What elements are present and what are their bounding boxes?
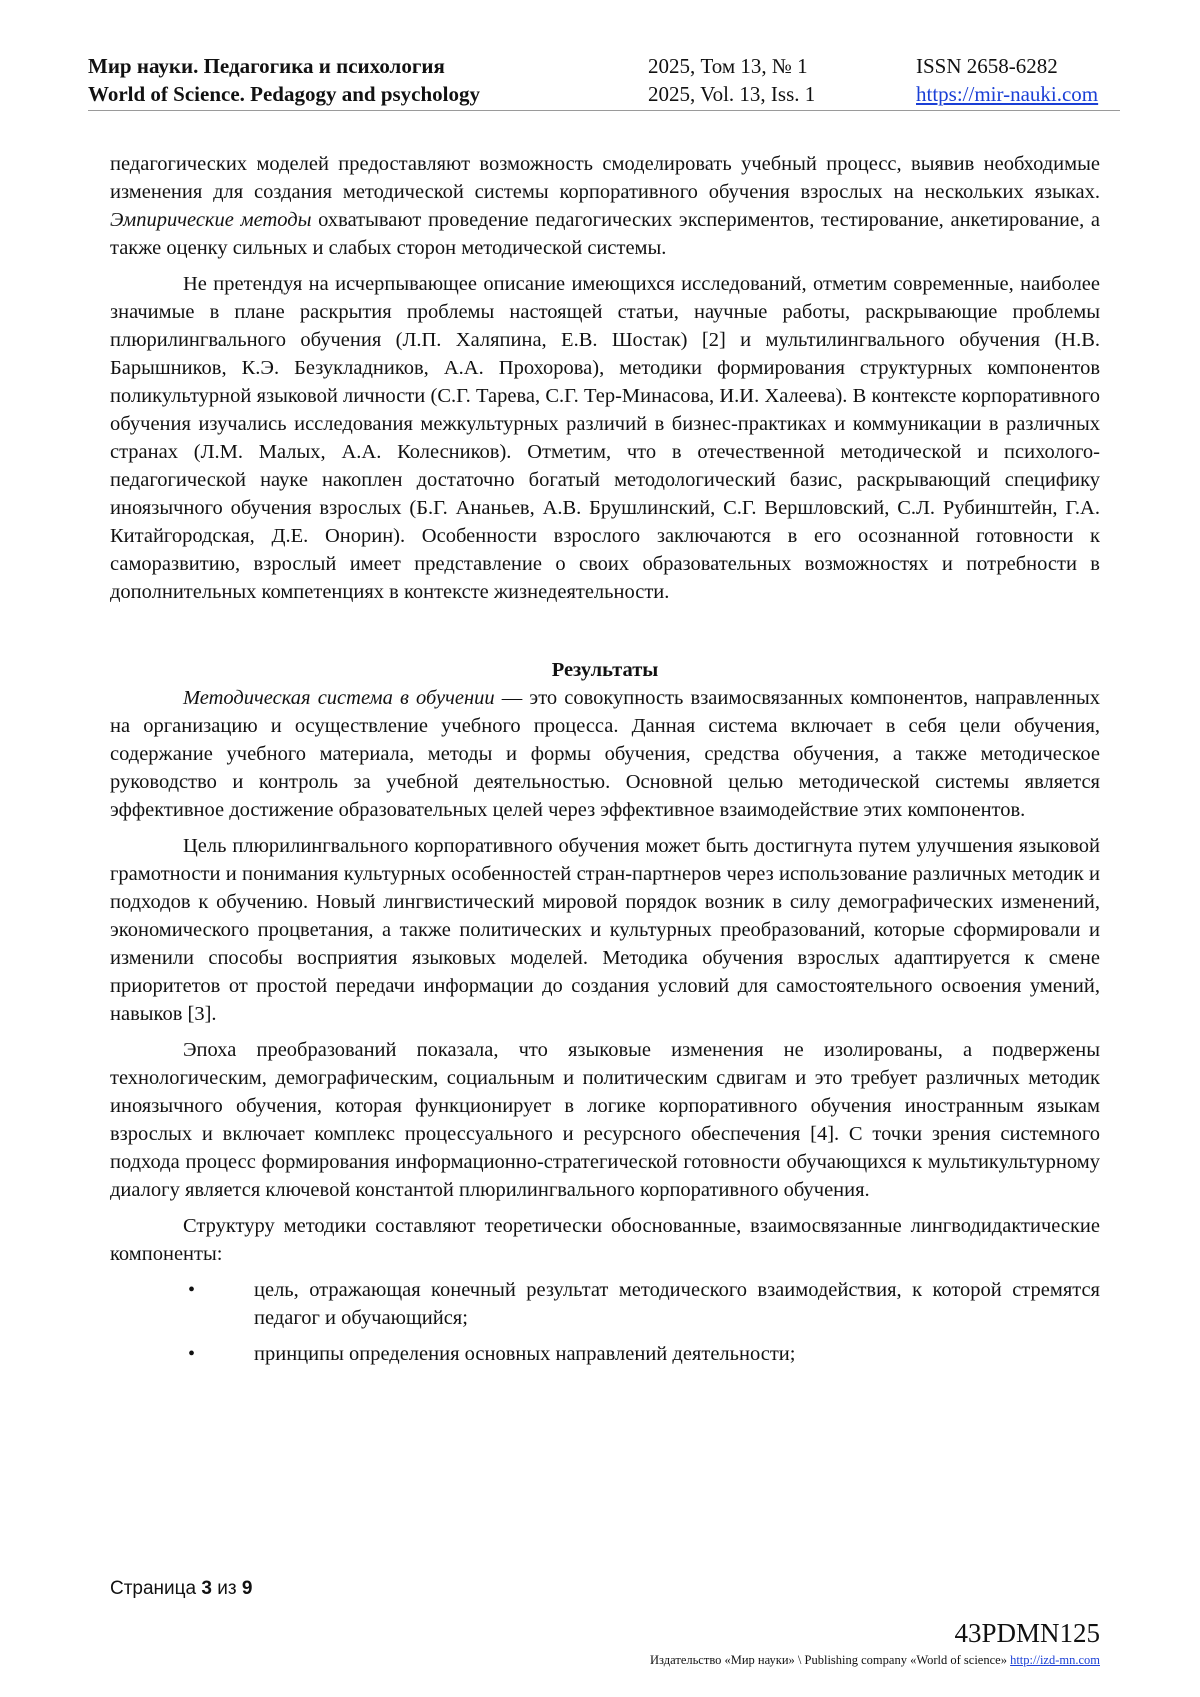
page-header (88, 52, 1120, 111)
issue-ru: 2025, Том 13, № 1 (648, 54, 808, 78)
article-code: 43PDMN125 (954, 1618, 1100, 1648)
paragraph-4: Цель плюрилингвального корпоративного обучения может быть достигнута путем улучшения языковой грамотности и понимания культурных особенностей стран-партнеров через использование различных методик и подходов к обучению. Новый лингвистический мировой порядок возник в силу демографических изменений, экономического процветания, а также политических и культурных преобразований, которые сформировали и изменили способы восприятия языковых моделей. Методика обучения взрослых адаптируется к смене приоритетов от простой передачи информации до создания условий для самостоятельного освоения умений, навыков [3]. (110, 835, 1100, 1025)
list-item: • цель, отражающая конечный результат методического взаимодействия, к которой стремятся педагог и обучающийся; (110, 1276, 1100, 1332)
journal-title-ru: Мир науки. Педагогика и психология (88, 54, 445, 78)
issn: ISSN 2658-6282 (916, 54, 1058, 78)
article-body (110, 150, 1100, 1376)
page-number: Страница 3 из 9 (110, 1578, 253, 1599)
issue-en: 2025, Vol. 13, Iss. 1 (648, 82, 816, 106)
paragraph-1: педагогических моделей предоставляют возможность смоделировать учебный процесс, выявив необходимые изменения для создания методической системы корпоративного обучения взрослых на нескольких языках. Эмпирические методы охватывают проведение педагогических экспериментов, тестирование, анкетирование, а также оценку сильных и слабых сторон методической системы. (110, 153, 1100, 259)
paragraph-5: Эпоха преобразований показала, что языковые изменения не изолированы, а подвержены технологическим, демографическим, социальным и политическим сдвигам и это требует различных методик иноязычного обучения, которая функционирует в логике корпоративного обучения иностранным языкам взрослых и включает комплекс процессуального и ресурсного обеспечения [4]. С точки зрения системного подхода процесс формирования информационно-стратегической готовности обучающихся к мультикультурному диалогу является ключевой константой плюрилингвального корпоративного обучения. (110, 1039, 1100, 1201)
issue-block (648, 52, 815, 108)
publisher-url-link[interactable]: http://izd-mn.com (1010, 1653, 1100, 1667)
section-heading-results: Результаты (551, 659, 659, 681)
paragraph-3: Методическая система в обучении — это совокупность взаимосвязанных компонентов, направленных на организацию и осуществление учебного процесса. Данная система включает в себя цели обучения, содержание учебного материала, методы и формы обучения, средства обучения, а также методическое руководство и контроль за учебной деятельностью. Основной целью методической системы является эффективное достижение образовательных целей через эффективное взаимодействие этих компонентов. (110, 687, 1100, 821)
emphasis-empirical-methods: Эмпирические методы (110, 209, 312, 231)
bullet-list (110, 1276, 1100, 1368)
journal-url-link[interactable]: https://mir-nauki.com (916, 82, 1099, 106)
paragraph-6: Структуру методики составляют теоретически обоснованные, взаимосвязанные лингводидактические компоненты: (110, 1215, 1100, 1265)
paragraph-2: Не претендуя на исчерпывающее описание имеющихся исследований, отметим современные, наиболее значимые в плане раскрытия проблемы настоящей статьи, научные работы, раскрывающие проблемы плюрилингвального обучения (Л.П. Халяпина, Е.В. Шостак) [2] и мультилингвального обучения (Н.В. Барышников, К.Э. Безукладников, А.А. Прохорова), методики формирования структурных компонентов поликультурной языковой личности (С.Г. Тарева, С.Г. Тер-Минасова, И.И. Халеева). В контексте корпоративного обучения изучались исследования межкультурных различий в бизнес-практиках и коммуникации в различных странах (Л.М. Малых, А.А. Колесников). Отметим, что в отечественной методической и психолого-педагогической науке накоплен достаточно богатый методологический базис, раскрывающий специфику иноязычного обучения взрослых (Б.Г. Ананьев, А.В. Брушлинский, С.Г. Вершловский, С.Л. Рубинштейн, Г.А. Китайгородская, Д.Е. Онорин). Особенности взрослого заключаются в его осознанной готовности к саморазвитию, взрослый имеет представление о своих образовательных возможностях и потребности в дополнительных компетенциях в контексте жизнедеятельности. (110, 273, 1100, 603)
publisher-line: Издательство «Мир науки» \ Publishing company «World of science» http://izd-mn.com (650, 1653, 1100, 1667)
journal-title-en: World of Science. Pedagogy and psychology (88, 82, 481, 106)
bullet-icon: • (188, 1343, 196, 1365)
issn-block (916, 52, 1098, 108)
bullet-icon: • (188, 1279, 196, 1301)
journal-title-block (88, 52, 480, 108)
emphasis-method-system: Методическая система в обучении (183, 687, 495, 709)
list-item: • принципы определения основных направлений деятельности; (110, 1340, 1100, 1368)
